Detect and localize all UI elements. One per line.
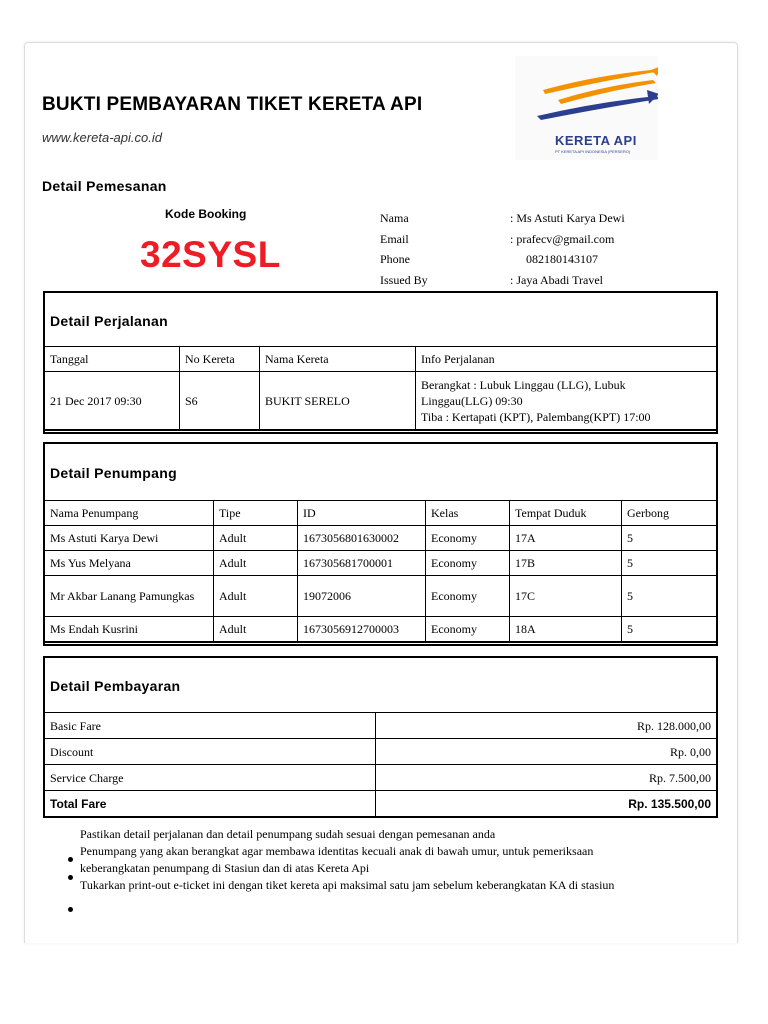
bullet-icon [68,907,73,912]
kelas-cell: Economy [426,576,510,617]
table-row [44,713,717,739]
discount-value: Rp. 0,00 [376,739,718,765]
phone-label: Phone [380,252,410,266]
nama-cell: Ms Endah Kusrini [44,617,214,643]
nama-cell: Ms Astuti Karya Dewi [44,526,214,551]
table-row [44,526,717,551]
phone-value: 082180143107 [526,252,598,266]
tipe-cell: Adult [214,617,298,643]
gerbong-cell: 5 [622,551,718,576]
note-line-2: Penumpang yang akan berangkat agar membawa identitas kecuali anak di bawah umur, untuk pemeriksaan [80,844,594,858]
header-no-kereta: No Kereta [180,347,260,372]
section-title-penumpang: Detail Penumpang [50,465,177,481]
table-row [44,617,717,643]
header-tanggal: Tanggal [44,347,180,372]
note-line-1: Pastikan detail perjalanan dan detail penumpang sudah sesuai dengan pemesanan anda [80,827,496,841]
nama-cell: Mr Akbar Lanang Pamungkas [44,576,214,617]
perjalanan-table [43,346,718,431]
id-cell: 19072006 [298,576,426,617]
nama-kereta-cell: BUKIT SERELO [260,372,416,431]
email-label: Email [380,232,409,246]
kode-booking-value: 32SYSL [140,234,281,275]
duduk-cell: 17B [510,551,622,576]
tipe-cell: Adult [214,576,298,617]
basic-fare-label: Basic Fare [44,713,376,739]
duduk-cell: 17A [510,526,622,551]
issued-by-label: Issued By [380,273,428,287]
id-cell: 1673056912700003 [298,617,426,643]
service-charge-value: Rp. 7.500,00 [376,765,718,791]
nama-value: : Ms Astuti Karya Dewi [510,211,625,225]
gerbong-cell: 5 [622,617,718,643]
kelas-cell: Economy [426,617,510,643]
notes-list [80,826,690,894]
total-fare-label: Total Fare [44,791,376,818]
tipe-cell: Adult [214,526,298,551]
logo-subtitle: PT KERETA API INDONESIA (PERSERO) [555,149,631,154]
basic-fare-value: Rp. 128.000,00 [376,713,718,739]
service-charge-label: Service Charge [44,765,376,791]
table-row [44,739,717,765]
table-row [44,372,717,431]
info-perjalanan-cell [416,372,718,431]
info-line-3: Tiba : Kertapati (KPT), Palembang(KPT) 17:00 [421,409,651,424]
website-link[interactable]: www.kereta-api.co.id [42,130,162,145]
kode-booking-label: Kode Booking [165,207,247,221]
id-cell: 1673056801630002 [298,526,426,551]
duduk-cell: 17C [510,576,622,617]
section-title-pembayaran: Detail Pembayaran [50,678,181,694]
section-title-pemesanan: Detail Pemesanan [42,178,167,194]
header-tipe: Tipe [214,501,298,526]
no-kereta-cell: S6 [180,372,260,431]
table-row [44,551,717,576]
penumpang-table [43,500,718,643]
note-line-4: Tukarkan print-out e-ticket ini dengan tiket kereta api maksimal satu jam sebelum keberangkatan KA di stasiun [80,878,615,892]
pembayaran-table [43,712,718,818]
nama-label: Nama [380,211,409,225]
issued-by-value: : Jaya Abadi Travel [510,273,603,287]
total-fare-value: Rp. 135.500,00 [376,791,718,818]
table-row [44,576,717,617]
header-nama-kereta: Nama Kereta [260,347,416,372]
kelas-cell: Economy [426,526,510,551]
header-info-perjalanan: Info Perjalanan [416,347,718,372]
nama-cell: Ms Yus Melyana [44,551,214,576]
gerbong-cell: 5 [622,526,718,551]
discount-label: Discount [44,739,376,765]
kelas-cell: Economy [426,551,510,576]
kereta-api-logo [515,56,658,160]
gerbong-cell: 5 [622,576,718,617]
header-kelas: Kelas [426,501,510,526]
header-gerbong: Gerbong [622,501,718,526]
table-row [44,765,717,791]
id-cell: 167305681700001 [298,551,426,576]
email-value: : prafecv@gmail.com [510,232,615,246]
header-id: ID [298,501,426,526]
bullet-icon [68,857,73,862]
tanggal-cell: 21 Dec 2017 09:30 [44,372,180,431]
logo-name: KERETA API [555,133,637,148]
info-line-2: Linggau(LLG) 09:30 [421,393,523,408]
duduk-cell: 18A [510,617,622,643]
note-line-3: keberangkatan penumpang di Stasiun dan di atas Kereta Api [80,861,370,875]
info-line-1: Berangkat : Lubuk Linggau (LLG), Lubuk [421,377,626,392]
bullet-icon [68,875,73,880]
header-nama-penumpang: Nama Penumpang [44,501,214,526]
header-tempat-duduk: Tempat Duduk [510,501,622,526]
table-row [44,791,717,818]
document-title: BUKTI PEMBAYARAN TIKET KERETA API [42,94,423,115]
section-title-perjalanan: Detail Perjalanan [50,312,168,329]
tipe-cell: Adult [214,551,298,576]
